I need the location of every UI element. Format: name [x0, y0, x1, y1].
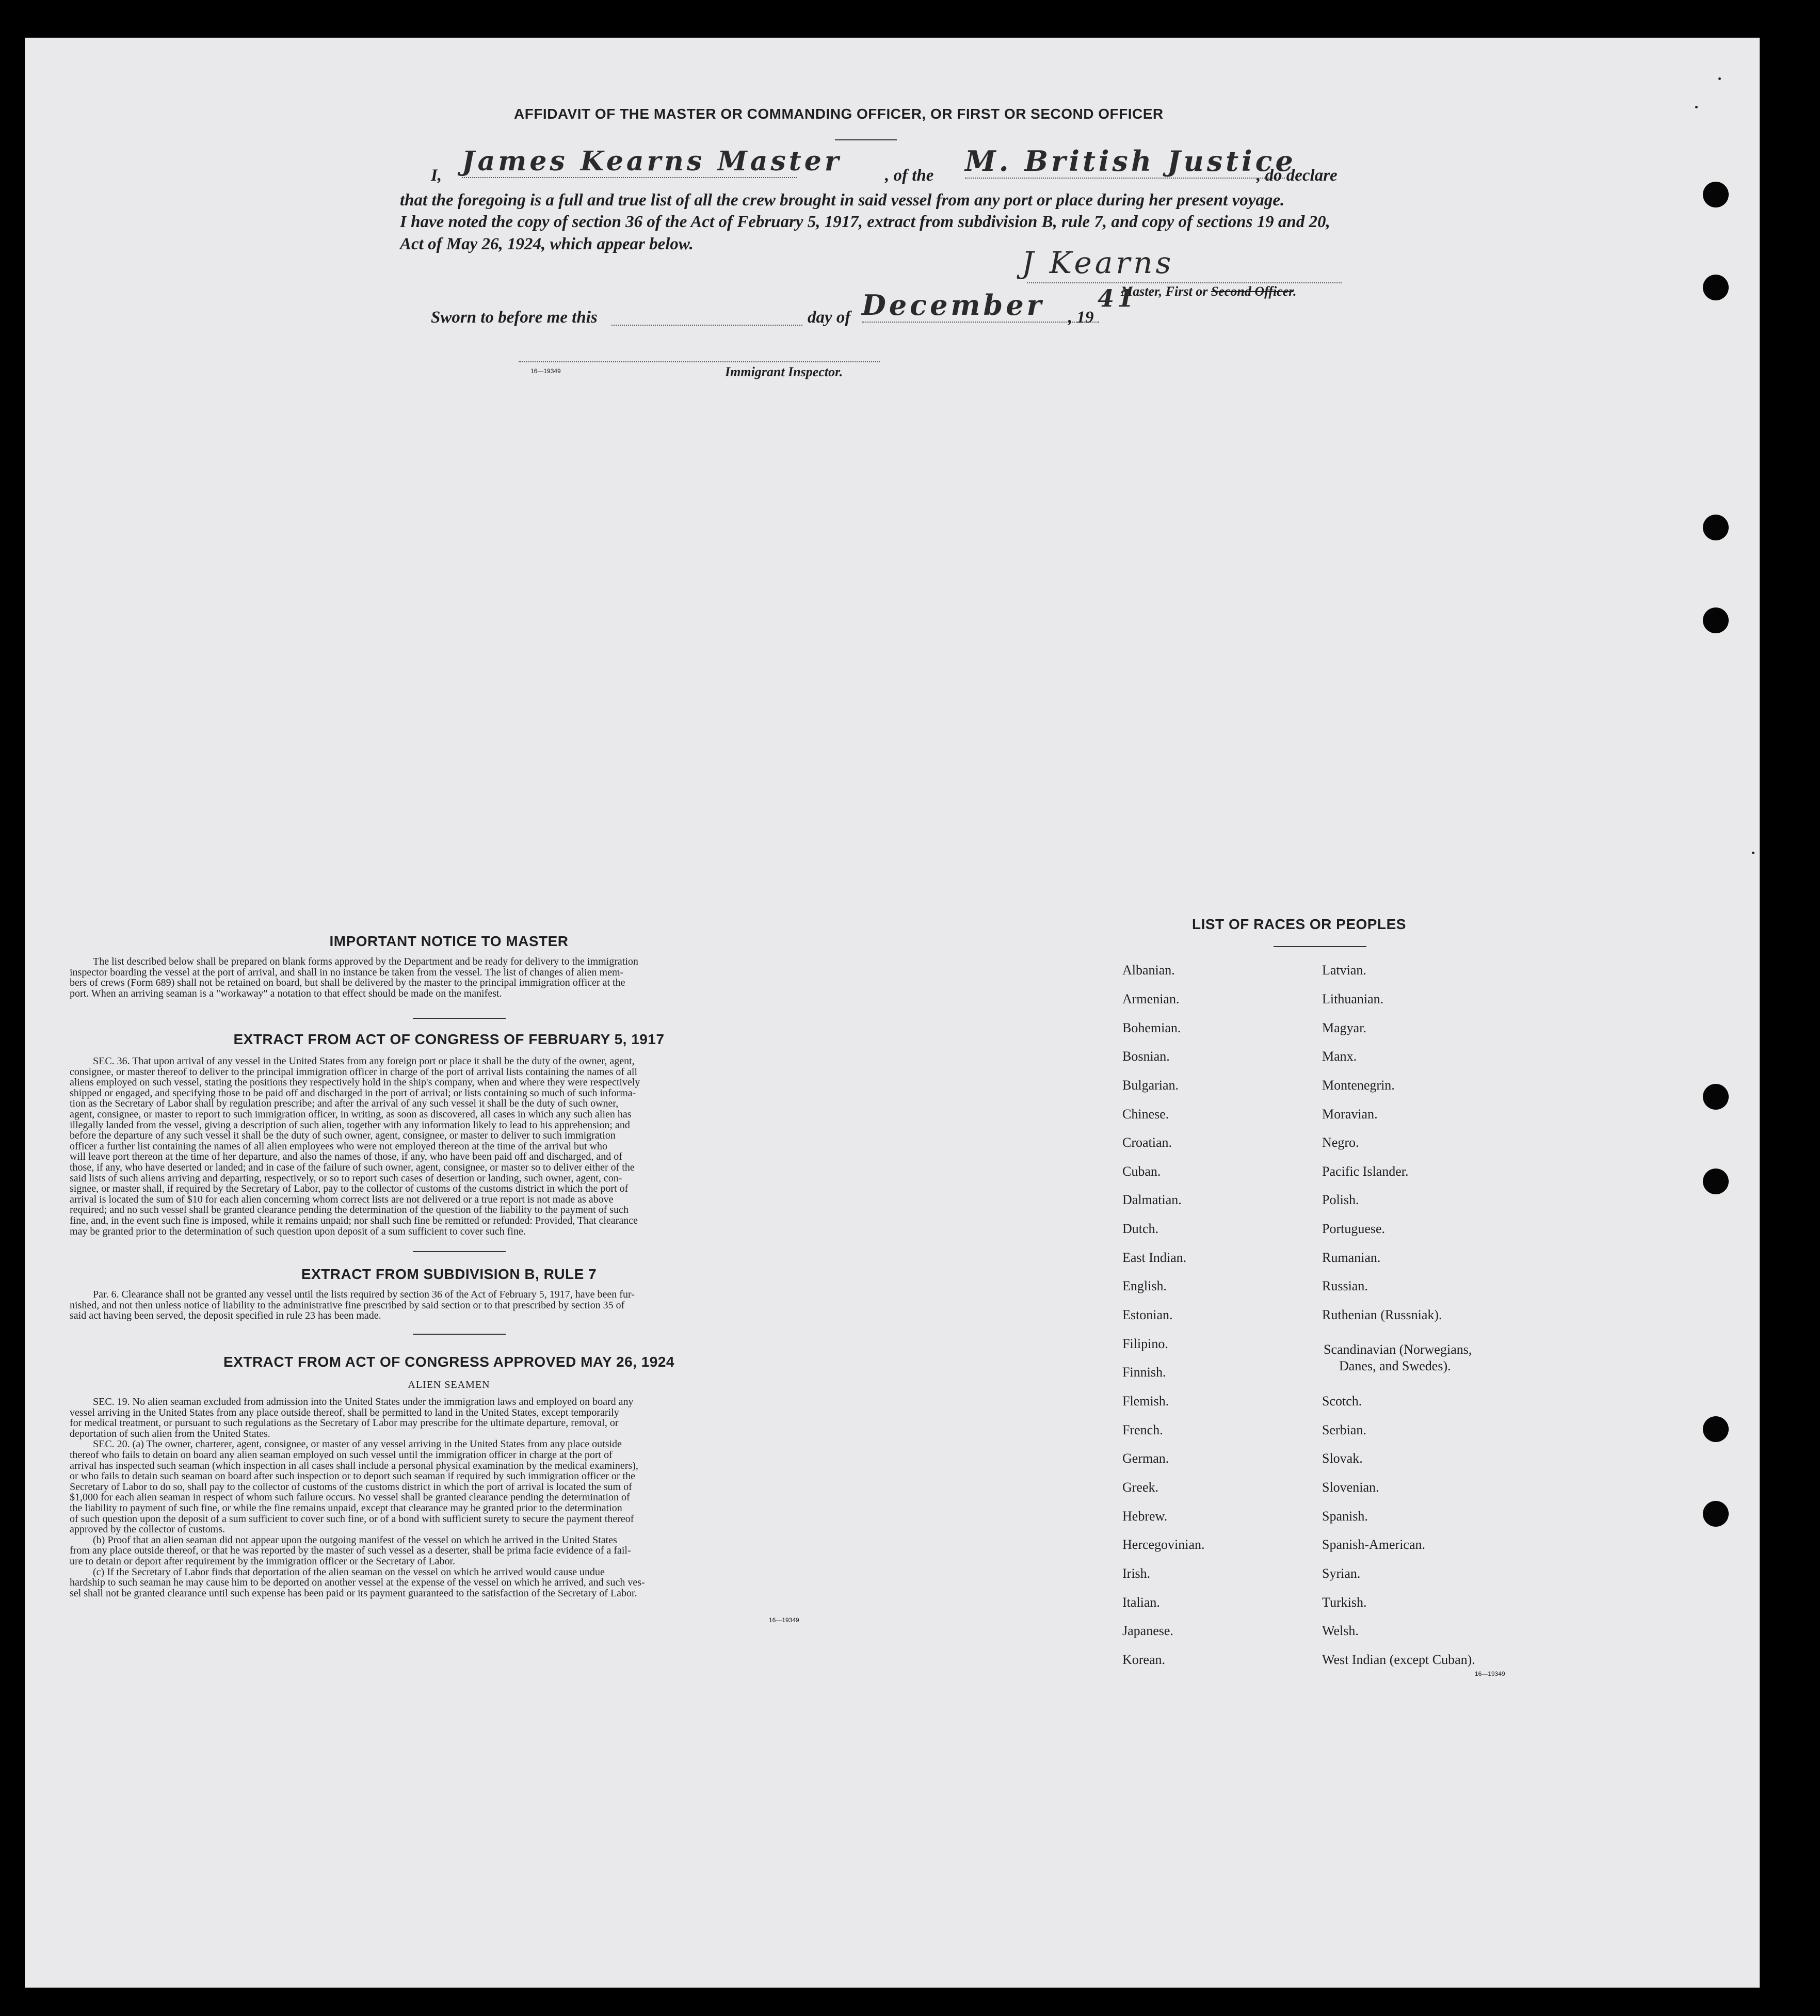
extract-1917-line: those, if any, who have deserted or landed; and in case of the failure of such owner, agent, consignee, or master so to deliver either of the — [70, 1161, 635, 1173]
extract-1924-line: the liability to payment of such fine, or while the fine remains unpaid, except that clearance may be granted prior to the determination — [70, 1502, 622, 1514]
punch-hole — [1703, 1169, 1729, 1194]
race-item: Irish. — [1122, 1566, 1151, 1581]
notice-line: bers of crews (Form 689) shall not be retained on board, but shall be delivered by the master to the principal immigration officer at the — [70, 977, 625, 989]
race-item: Spanish. — [1322, 1509, 1368, 1524]
do-declare-label: , do declare — [1257, 166, 1338, 185]
alien-seamen-subtitle: ALIEN SEAMEN — [408, 1379, 490, 1390]
race-item: Turkish. — [1322, 1595, 1367, 1610]
punch-hole — [1703, 182, 1729, 207]
notice-title: IMPORTANT NOTICE TO MASTER — [329, 933, 569, 949]
race-item: German. — [1122, 1451, 1169, 1466]
section-divider — [413, 1251, 506, 1252]
race-item: Moravian. — [1322, 1107, 1378, 1122]
handwritten-vessel-name: M. British Justice — [965, 145, 1296, 178]
year-prefix: , 19 — [1068, 308, 1094, 327]
extract-1917-text — [70, 1056, 822, 1237]
race-item: Cuban. — [1122, 1164, 1161, 1179]
extract-1917-line: signee, or master shall, if required by the Secretary of Labor, pay to the collector of customs of the customs district in which the port of — [70, 1183, 629, 1195]
race-item: Bulgarian. — [1122, 1078, 1179, 1093]
race-item: Bohemian. — [1122, 1020, 1181, 1035]
race-item: Latvian. — [1322, 963, 1366, 978]
extract-1924-text — [70, 1397, 822, 1598]
extract-1924-line: for medical treatment, or pursuant to such regulations as the Secretary of Labor may prescribe for the ultimate departure, removal, or — [70, 1417, 619, 1429]
punch-hole — [1703, 1084, 1729, 1110]
notice-line: The list described below shall be prepared on blank forms approved by the Department and be ready for delivery to the immigration — [93, 956, 638, 967]
punch-hole — [1703, 1416, 1729, 1442]
punch-hole — [1703, 607, 1729, 633]
race-item: Chinese. — [1122, 1107, 1169, 1122]
form-number: 16—19349 — [1475, 1670, 1505, 1677]
race-item: Ruthenian (Russniak). — [1322, 1307, 1442, 1322]
pre-name: I, — [431, 166, 442, 185]
race-item: French. — [1122, 1422, 1163, 1437]
handwritten-year: 41 — [1098, 284, 1137, 312]
extract-1924-line: sel shall not be granted clearance until such expense has been paid or its payment guaranteed to the satisfaction of the Secretary of Labor. — [70, 1587, 637, 1599]
punch-hole — [1703, 515, 1729, 540]
rule-7-text — [70, 1289, 822, 1321]
races-title: LIST OF RACES OR PEOPLES — [1192, 916, 1406, 932]
notice-text — [70, 956, 822, 999]
race-item: Danes, and Swedes). — [1339, 1358, 1451, 1373]
extract-1924-line: (c) If the Secretary of Labor finds that deportation of the alien seaman on the vessel on which he arrived would cause undue — [93, 1566, 605, 1578]
race-item: Slovenian. — [1322, 1480, 1379, 1495]
race-item: Italian. — [1122, 1595, 1160, 1610]
extract-1924-line: Secretary of Labor to do so, shall pay to the collector of customs of the customs district in which the port of arrival is located the sum of — [70, 1481, 632, 1493]
race-item: Russian. — [1322, 1278, 1368, 1293]
extract-1924-line: from any place outside thereof, or that he was reported by the master of such vessel as a deserter, shall be prima facie evidence of a fail- — [70, 1545, 631, 1557]
extract-1924-line: thereof who fails to detain on board any alien seaman employed on such vessel until the immigration officer in charge at the port of — [70, 1449, 613, 1461]
extract-1924-line: deportation of such alien from the United States. — [70, 1428, 270, 1439]
race-item: Flemish. — [1122, 1394, 1169, 1409]
extract-1917-line: tion as the Secretary of Labor shall by regulation prescribe; and after the arrival of any such vessel it shall be the duty of such owner, — [70, 1098, 619, 1110]
extract-1917-line: fine, and, in the event such fine is imposed, while it remains unpaid; nor shall such fine be remitted or refunded: Provided, That clearance — [70, 1214, 638, 1226]
notice-line: inspector boarding the vessel at the port of arrival, and shall in no instance be taken from the vessel. The list of changes of alien mem- — [70, 966, 624, 978]
race-item: East Indian. — [1122, 1250, 1187, 1265]
extract-1917-line: shipped or engaged, and specifying those to be paid off and discharged in the port of arrival; or lists containing so much of such informa- — [70, 1087, 636, 1099]
notice-line: port. When an arriving seaman is a "workaway" a notation to that effect should be made on the manifest. — [70, 987, 502, 999]
extract-1917-title: EXTRACT FROM ACT OF CONGRESS OF FEBRUARY 5, 1917 — [233, 1031, 665, 1047]
rule-7-title: EXTRACT FROM SUBDIVISION B, RULE 7 — [301, 1266, 597, 1282]
race-item: Pacific Islander. — [1322, 1164, 1409, 1179]
extract-1917-line: SEC. 36. That upon arrival of any vessel in the United States from any foreign port or place it shall be the duty of the owner, agent, — [93, 1055, 635, 1067]
form-number: 16—19349 — [769, 1617, 799, 1624]
day-of-label: day of — [808, 308, 851, 327]
race-item: Magyar. — [1322, 1020, 1366, 1035]
race-item: West Indian (except Cuban). — [1322, 1652, 1475, 1667]
extract-1917-line: before the departure of any such vessel it shall be the duty of such owner, agent, consignee, or master to deliver to such immigration — [70, 1130, 616, 1142]
races-title-underline — [1274, 946, 1366, 947]
sworn-day-blank — [611, 325, 802, 326]
affidavit-title: AFFIDAVIT OF THE MASTER OR COMMANDING OFFICER, OR FIRST OR SECOND OFFICER — [514, 106, 1164, 122]
race-item: Finnish. — [1122, 1365, 1166, 1380]
punch-hole — [1703, 275, 1729, 300]
extract-1917-line: aliens employed on such vessel, stating the positions they respectively hold in the ship's company, when and where they were respectively — [70, 1077, 640, 1089]
race-item: Lithuanian. — [1322, 991, 1384, 1006]
race-item: Manx. — [1322, 1049, 1357, 1064]
extract-1917-line: agent, consignee, or master to report to such immigration officer, in writing, as soon as discovered, all cases in which any such alien has — [70, 1108, 632, 1120]
race-item: Serbian. — [1322, 1422, 1366, 1437]
extract-1917-line: will leave port thereon at the time of her departure, and also the names of those, if any, who have been paid off and discharged, and of — [70, 1151, 622, 1163]
race-item: Scandinavian (Norwegians, — [1324, 1342, 1472, 1357]
race-item: Welsh. — [1322, 1623, 1359, 1638]
handwritten-month: December — [862, 289, 1099, 323]
extract-1924-line: arrival has inspected such seaman (which inspection in all cases shall include a personal physical examination by the medical examiners), — [70, 1460, 638, 1471]
race-item: Slovak. — [1322, 1451, 1363, 1466]
race-item: English. — [1122, 1278, 1167, 1293]
title-underline — [835, 139, 897, 140]
signature-dotted-line — [1027, 282, 1342, 283]
race-item: Bosnian. — [1122, 1049, 1170, 1064]
signature-label-struck: Second Officer — [1211, 284, 1293, 299]
extract-1924-line: approved by the collector of customs. — [70, 1524, 226, 1535]
race-item: Hercegovinian. — [1122, 1537, 1205, 1552]
sworn-line — [431, 284, 1153, 334]
inspector-label: Immigrant Inspector. — [725, 364, 843, 379]
extract-1924-line: vessel arriving in the United States from any place outside thereof, shall be permitted to land in the United States, except temporarily — [70, 1406, 619, 1418]
extract-1924-title: EXTRACT FROM ACT OF CONGRESS APPROVED MAY 26, 1924 — [223, 1354, 674, 1370]
extract-1917-line: consignee, or master thereof to deliver to the principal immigration officer in charge of the port of arrival lists containing the names of all — [70, 1066, 638, 1078]
extract-1924-line: ure to detain or deport after requirement by the immigration officer or the Secretary of Labor. — [70, 1555, 456, 1567]
race-item: Estonian. — [1122, 1307, 1173, 1322]
inspector-dotted-line — [519, 361, 880, 362]
handwritten-signature: J Kearns — [1022, 245, 1174, 280]
race-item: Armenian. — [1122, 991, 1180, 1006]
extract-1924-line: SEC. 19. No alien seaman excluded from admission into the United States under the immigration laws and employed on board any — [93, 1396, 634, 1407]
of-the-label: , of the — [885, 166, 934, 185]
form-number: 16—19349 — [530, 367, 561, 375]
race-item: Filipino. — [1122, 1336, 1168, 1351]
race-item: Hebrew. — [1122, 1509, 1168, 1524]
race-item: Montenegrin. — [1322, 1078, 1395, 1093]
speck — [1695, 106, 1698, 108]
extract-1924-line: of such question upon the deposit of a sum sufficient to cover such fine, or of a bond with sufficient surety to secure the payment thereof — [70, 1513, 634, 1525]
extract-1924-line: SEC. 20. (a) The owner, charterer, agent, consignee, or master of any vessel arriving in the United States from any place outside — [93, 1438, 622, 1450]
speck — [1718, 77, 1721, 80]
race-item: Negro. — [1322, 1135, 1359, 1150]
rule-7-line: Par. 6. Clearance shall not be granted any vessel until the lists required by section 36 of the Act of February 5, 1917, have been fur- — [93, 1289, 635, 1300]
race-item: Polish. — [1322, 1192, 1359, 1207]
signature-label-b: . — [1293, 284, 1297, 299]
race-item: Albanian. — [1122, 963, 1175, 978]
section-divider — [413, 1018, 506, 1019]
signature-label-a: Master, First or — [1121, 284, 1211, 299]
section-divider — [413, 1334, 506, 1335]
affidavit-line-4: Act of May 26, 1924, which appear below. — [400, 235, 694, 253]
affidavit-line-2: that the foregoing is a full and true list of all the crew brought in said vessel from any port or place during her present voyage. — [400, 191, 1285, 210]
sworn-label: Sworn to before me this — [431, 308, 598, 327]
extract-1917-line: may be granted prior to the determination of such question upon deposit of a sum sufficient to cover such fine. — [70, 1225, 526, 1237]
affidavit-line-3: I have noted the copy of section 36 of the Act of February 5, 1917, extract from subdivision B, rule 7, and copy of sections 19 and 20, — [400, 213, 1330, 231]
race-item: Scotch. — [1322, 1394, 1362, 1409]
extract-1924-line: hardship to such seaman he may cause him to be deported on another vessel at the expense of the vessel on which he arrived, and such ves- — [70, 1577, 645, 1589]
extract-1917-line: required; and no such vessel shall be granted clearance pending the determination of the question of the liability to the payment of such — [70, 1204, 629, 1216]
race-item: Greek. — [1122, 1480, 1159, 1495]
race-item: Croatian. — [1122, 1135, 1172, 1150]
speck — [1752, 852, 1754, 854]
handwritten-master-name: James Kearns Master — [462, 146, 842, 177]
race-item: Portuguese. — [1322, 1221, 1386, 1236]
race-item: Dutch. — [1122, 1221, 1159, 1236]
extract-1917-line: arrival is located the sum of $10 for each alien concerning whom correct lists are not delivered or a true report is not made as above — [70, 1193, 614, 1205]
rule-7-line: nished, and not then unless notice of liability to the administrative fine prescribed by said section or to that prescribed by section 35 of — [70, 1299, 625, 1311]
extract-1924-line: $1,000 for each alien seaman in respect of whom such failure occurs. No vessel shall be granted clearance pending the determination of — [70, 1492, 630, 1503]
race-item: Korean. — [1122, 1652, 1166, 1667]
race-item: Dalmatian. — [1122, 1192, 1182, 1207]
race-item: Syrian. — [1322, 1566, 1361, 1581]
punch-hole — [1703, 1501, 1729, 1527]
race-item: Rumanian. — [1322, 1250, 1381, 1265]
extract-1924-line: or who fails to detain such seaman on board after such inspection or to deport such seaman if required by such immigration officer or the — [70, 1470, 635, 1482]
race-item: Japanese. — [1122, 1623, 1173, 1638]
extract-1924-line: (b) Proof that an alien seaman did not appear upon the outgoing manifest of the vessel on which he arrived in the United States — [93, 1534, 617, 1546]
extract-1917-line: illegally landed from the vessel, giving a description of such alien, together with any information likely to lead to his apprehension; and — [70, 1119, 630, 1131]
extract-1917-line: said lists of such aliens arriving and departing, respectively, or so to report such cases of desertion or landing, such owner, agent, con- — [70, 1172, 622, 1184]
signature-label — [1121, 284, 1296, 299]
extract-1917-line: officer a further list containing the names of all alien employees who were not employed thereon at the time of the arrival but who — [70, 1140, 608, 1152]
race-item: Spanish-American. — [1322, 1537, 1426, 1552]
rule-7-line: said act having been served, the deposit specified in rule 23 has been made. — [70, 1310, 381, 1322]
